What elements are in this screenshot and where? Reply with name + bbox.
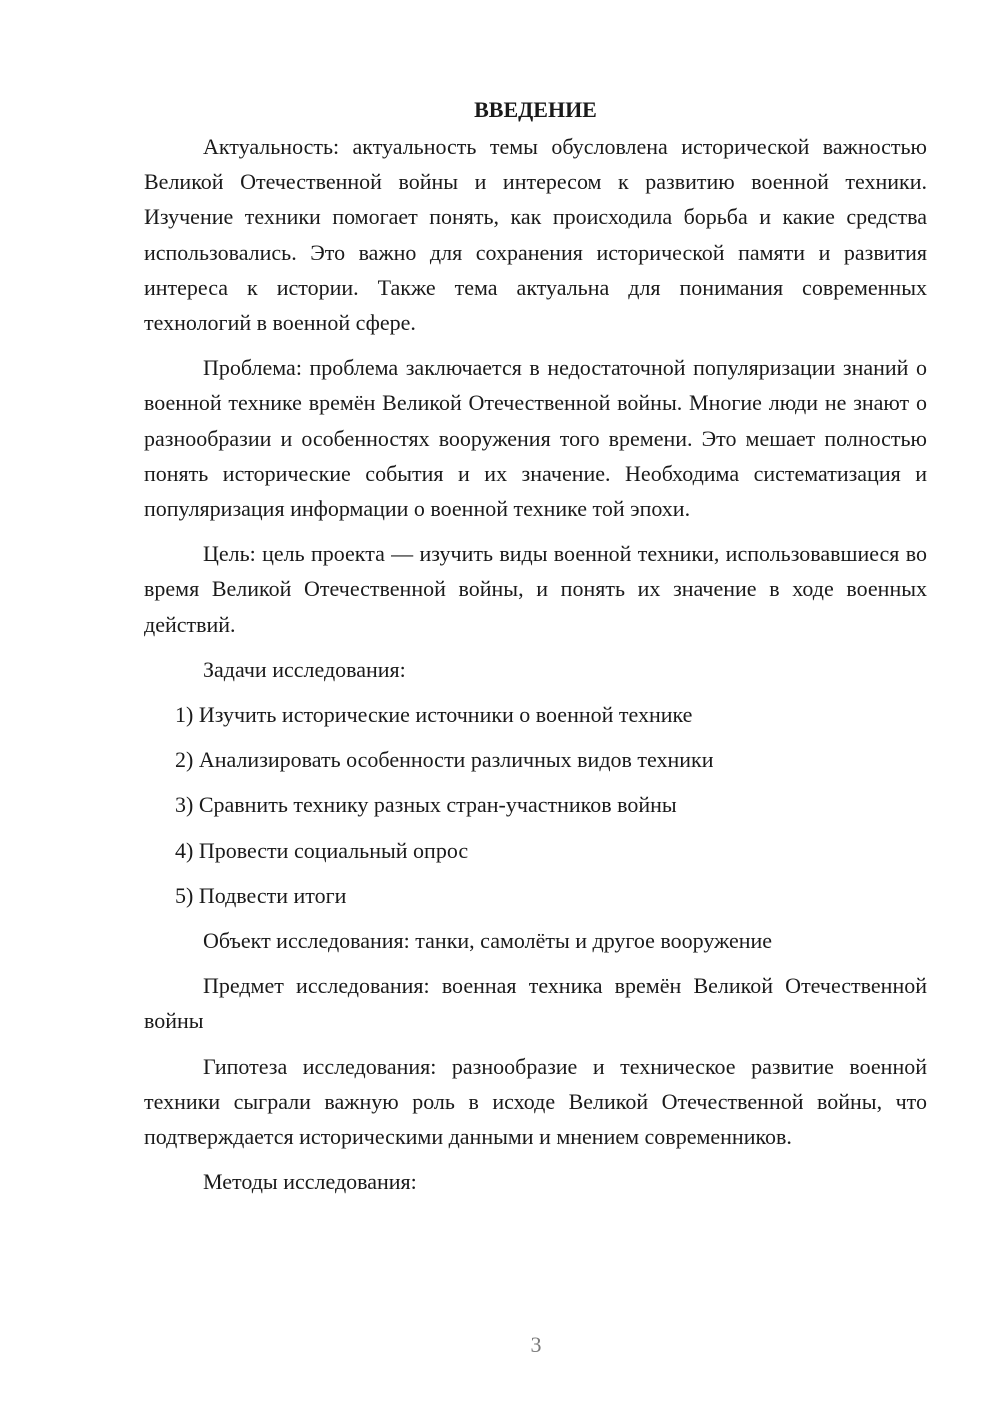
tasks-list	[144, 697, 927, 913]
document-page	[144, 92, 927, 1209]
hypothesis-paragraph: Гипотеза исследования: разнообразие и техническое развитие военной техники сыграли важную роль в исходе Великой Отечественной войны, что подтверждается историческими данными и мнением современников.	[144, 1053, 927, 1150]
list-item: 3) Сравнить технику разных стран-участников войны	[175, 792, 677, 818]
page-number: 3	[530, 1332, 542, 1357]
goal-paragraph: Цель: цель проекта — изучить виды военной техники, использовавшиеся во время Великой Отечественной войны, и понять их значение в ходе военных действий.	[144, 541, 927, 637]
list-item: 5) Подвести итоги	[175, 882, 347, 908]
tasks-heading: Задачи исследования:	[203, 656, 406, 682]
relevance-paragraph: Актуальность: актуальность темы обусловлена исторической важностью Великой Отечественной войны и интересом к развитию военной техники. Изучение техники помогает понять, как происходила борьба и какие средства использовались. Это важно для сохранения исторической памяти и развития интереса к истории. Также тема актуальна для понимания современных технологий в военной сфере.	[144, 134, 927, 336]
subject-paragraph: Предмет исследования: военная техника времён Великой Отечественной войны	[144, 973, 927, 1034]
page-title: ВВЕДЕНИЕ	[474, 97, 597, 122]
methods-heading: Методы исследования:	[203, 1169, 417, 1195]
list-item: 1) Изучить исторические источники о военной технике	[175, 702, 693, 728]
list-item: 2) Анализировать особенности различных видов техники	[175, 747, 714, 773]
list-item: 4) Провести социальный опрос	[175, 837, 469, 863]
problem-paragraph: Проблема: проблема заключается в недостаточной популяризации знаний о военной технике времён Великой Отечественной войны. Многие люди не знают о разнообразии и особенностях вооружения того времени. Это мешает полностью понять исторические события и их значение. Необходима систематизация и популяризация информации о военной технике той эпохи.	[144, 355, 927, 522]
object-paragraph: Объект исследования: танки, самолёты и другое вооружение	[203, 928, 773, 954]
